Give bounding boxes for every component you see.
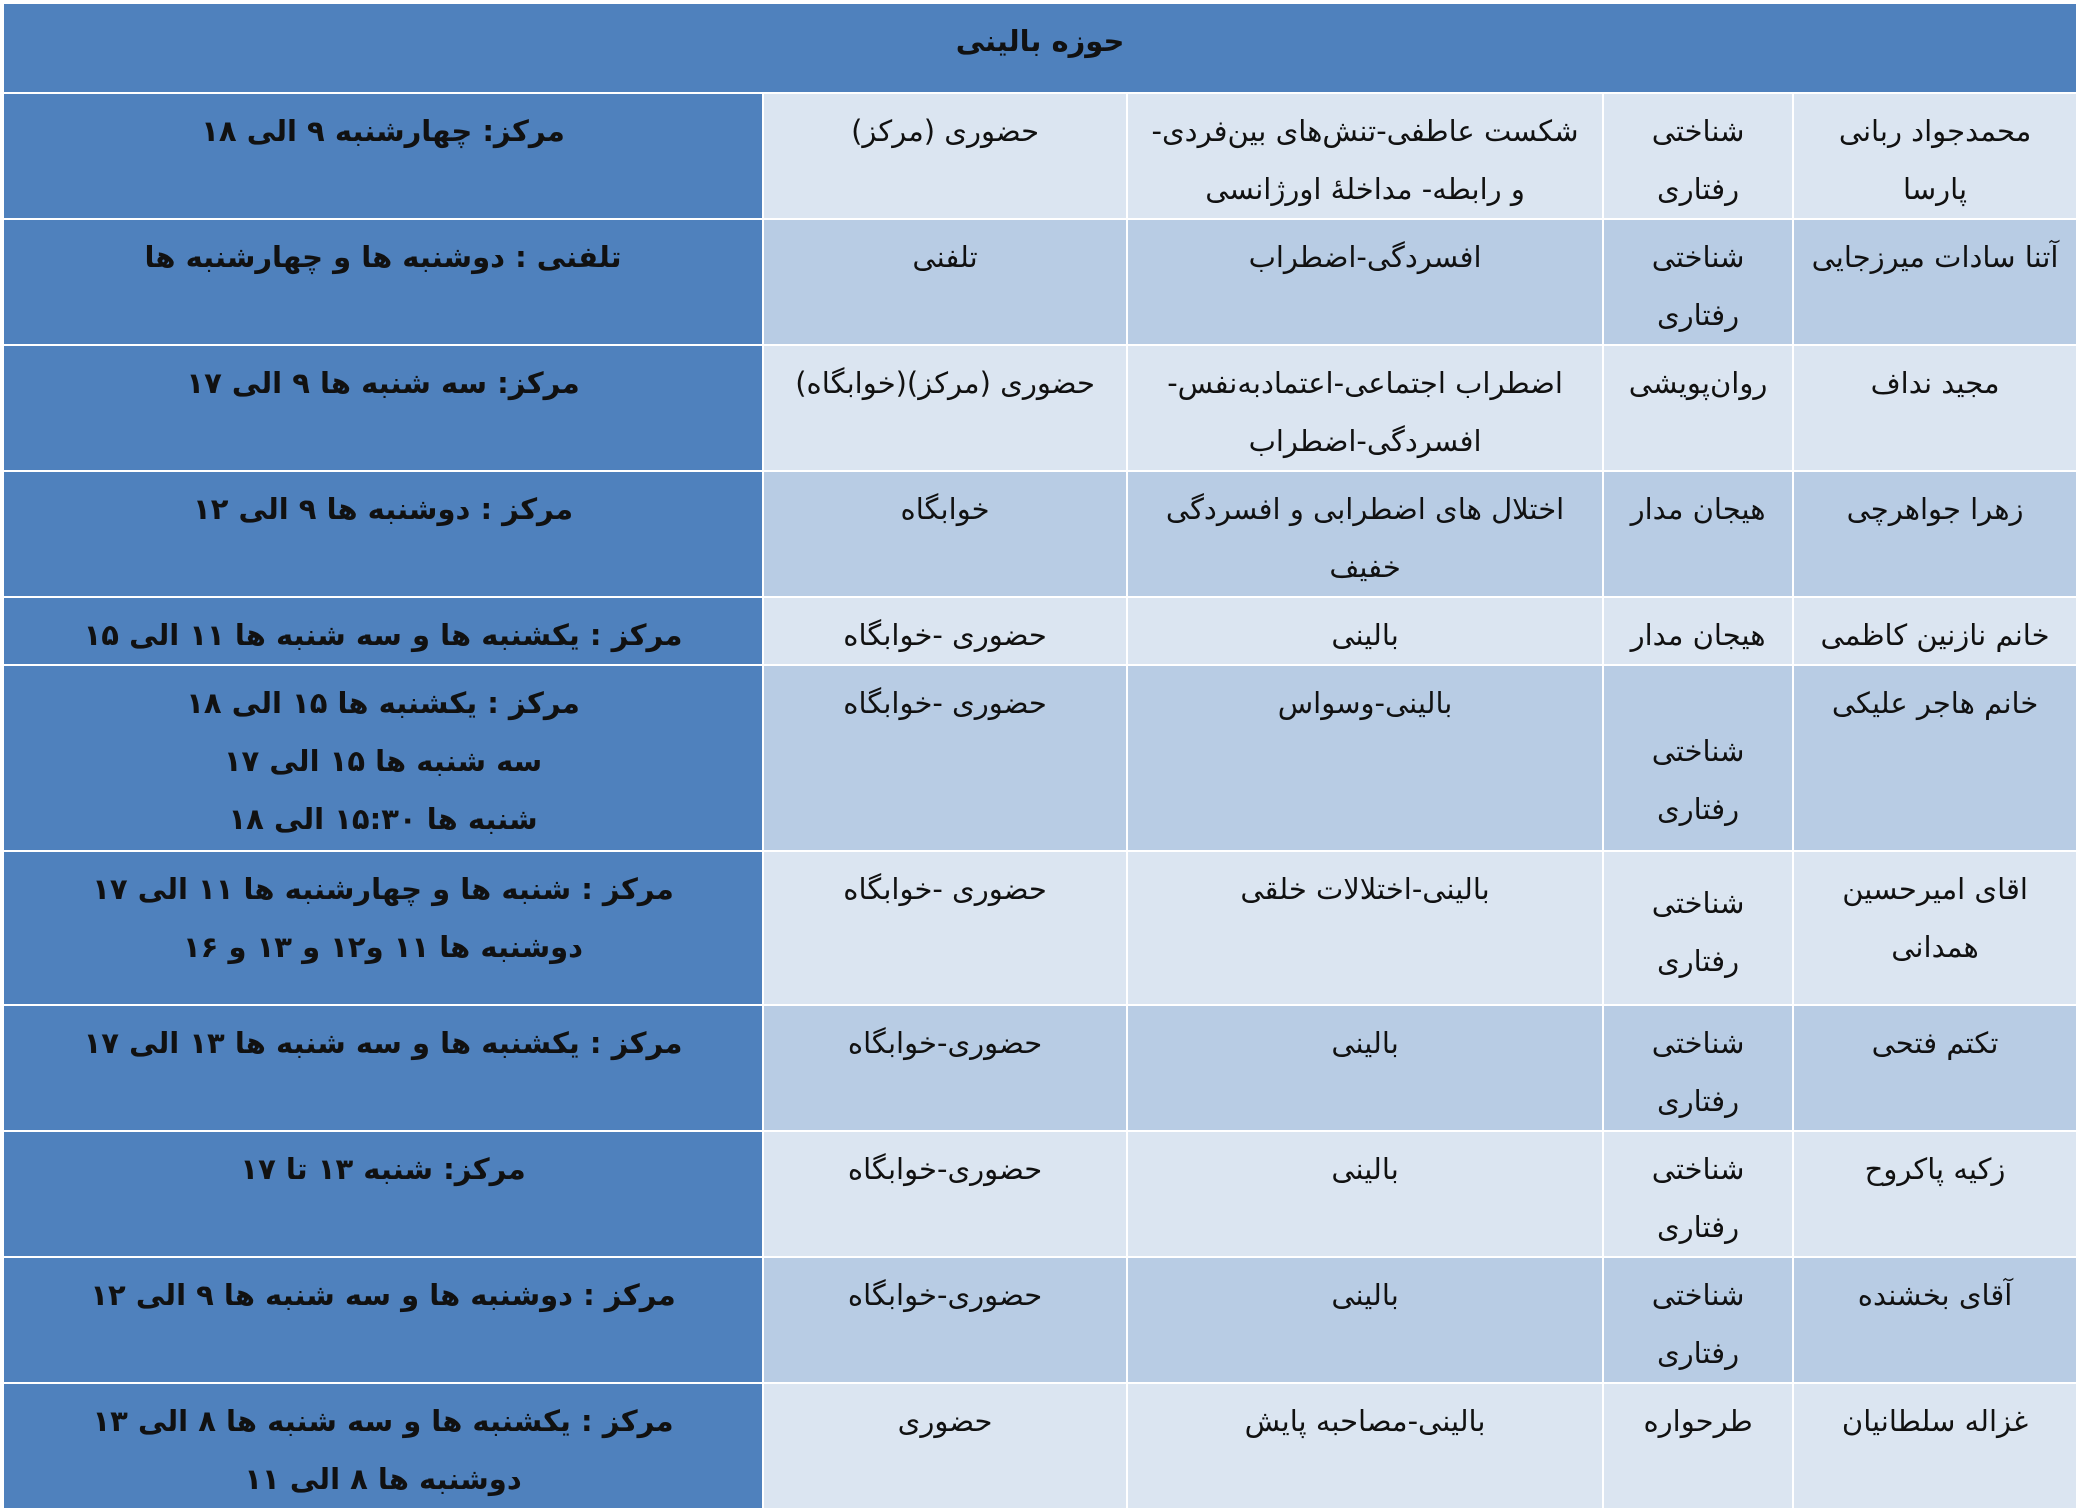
treatment-areas: بالینی (1127, 1131, 1603, 1257)
schedule-cell: مرکز: سه شنبه ها ۹ الی ۱۷ (3, 345, 763, 471)
treatment-areas: بالینی (1127, 1005, 1603, 1131)
therapy-approach: شناختی رفتاری (1603, 93, 1793, 219)
table-row (3, 471, 2077, 597)
therapy-approach: شناختی رفتاری (1603, 219, 1793, 345)
therapy-approach: طرحواره (1603, 1383, 1793, 1509)
therapy-approach: شناختی رفتاری (1603, 665, 1793, 851)
treatment-areas: اختلال های اضطرابی و افسردگی خفیف (1127, 471, 1603, 597)
table-row (3, 851, 2077, 1005)
therapy-approach: روان‌پویشی (1603, 345, 1793, 471)
therapist-name: آتنا سادات میرزجایی (1793, 219, 2077, 345)
schedule-cell: مرکز : دوشنبه ها و سه شنبه ها ۹ الی ۱۲ (3, 1257, 763, 1383)
treatment-areas: بالینی-اختلالات خلقی (1127, 851, 1603, 1005)
treatment-areas: بالینی-وسواس (1127, 665, 1603, 851)
session-mode: حضوری (مرکز) (763, 93, 1127, 219)
therapist-name: تکتم فتحی (1793, 1005, 2077, 1131)
therapist-name: غزاله سلطانیان (1793, 1383, 2077, 1509)
table-row (3, 345, 2077, 471)
treatment-areas: بالینی-مصاحبه پایش (1127, 1383, 1603, 1509)
table-title: حوزه بالینی (3, 3, 2077, 93)
schedule-cell: مرکز: چهارشنبه ۹ الی ۱۸ (3, 93, 763, 219)
session-mode: حضوری -خوابگاه (763, 665, 1127, 851)
therapy-approach: شناختی رفتاری (1603, 1131, 1793, 1257)
therapist-name: خانم هاجر علیکی (1793, 665, 2077, 851)
therapy-approach: هیجان مدار (1603, 471, 1793, 597)
table-row (3, 93, 2077, 219)
session-mode: تلفنی (763, 219, 1127, 345)
schedule-cell: تلفنی : دوشنبه ها و چهارشنبه ها (3, 219, 763, 345)
schedule-cell: مرکز : یکشنبه ها و سه شنبه ها ۱۳ الی ۱۷ (3, 1005, 763, 1131)
schedule-cell: مرکز : یکشنبه ها و سه شنبه ها ۱۱ الی ۱۵ (3, 597, 763, 665)
table-row (3, 597, 2077, 665)
schedule-cell: مرکز : دوشنبه ها ۹ الی ۱۲ (3, 471, 763, 597)
therapist-name: محمدجواد ربانی پارسا (1793, 93, 2077, 219)
clinical-schedule-sheet (2, 2, 2076, 1496)
therapy-approach: شناختی رفتاری (1603, 851, 1793, 1005)
treatment-areas: افسردگی-اضطراب (1127, 219, 1603, 345)
schedule-cell: مرکز: شنبه ۱۳ تا ۱۷ (3, 1131, 763, 1257)
treatment-areas: اضطراب اجتماعی-اعتمادبه‌نفس- افسردگی-اضطراب (1127, 345, 1603, 471)
session-mode: حضوری -خوابگاه (763, 851, 1127, 1005)
schedule-cell: مرکز : شنبه ها و چهارشنبه ها ۱۱ الی ۱۷ دوشنبه ها ۱۱ و۱۲ و ۱۳ و ۱۶ (3, 851, 763, 1005)
schedule-cell: مرکز : یکشنبه ها و سه شنبه ها ۸ الی ۱۳ دوشنبه ها ۸ الی ۱۱ (3, 1383, 763, 1509)
table-row (3, 1383, 2077, 1509)
table-row (3, 219, 2077, 345)
therapist-name: آقای بخشنده (1793, 1257, 2077, 1383)
session-mode: حضوری-خوابگاه (763, 1131, 1127, 1257)
session-mode: خوابگاه (763, 471, 1127, 597)
session-mode: حضوری-خوابگاه (763, 1257, 1127, 1383)
therapy-approach: هیجان مدار (1603, 597, 1793, 665)
treatment-areas: بالینی (1127, 597, 1603, 665)
table-row (3, 1131, 2077, 1257)
session-mode: حضوری-خوابگاه (763, 1005, 1127, 1131)
table-row (3, 665, 2077, 851)
session-mode: حضوری (763, 1383, 1127, 1509)
treatment-areas: بالینی (1127, 1257, 1603, 1383)
therapy-approach: شناختی رفتاری (1603, 1005, 1793, 1131)
schedule-cell: مرکز : یکشنبه ها ۱۵ الی ۱۸ سه شنبه ها ۱۵ الی ۱۷ شنبه ها ۱۵:۳۰ الی ۱۸ (3, 665, 763, 851)
table-row (3, 1257, 2077, 1383)
session-mode: حضوری (مرکز)(خوابگاه) (763, 345, 1127, 471)
therapist-name: زهرا جواهرچی (1793, 471, 2077, 597)
therapist-name: اقای امیرحسین همدانی (1793, 851, 2077, 1005)
session-mode: حضوری -خوابگاه (763, 597, 1127, 665)
therapist-name: مجید نداف (1793, 345, 2077, 471)
table-row (3, 1005, 2077, 1131)
treatment-areas: شکست عاطفی-تنش‌های بین‌فردی- و رابطه- مداخلهٔ اورژانسی (1127, 93, 1603, 219)
therapist-name: خانم نازنین کاظمی (1793, 597, 2077, 665)
therapy-approach: شناختی رفتاری (1603, 1257, 1793, 1383)
clinical-schedule-table (2, 2, 2078, 1510)
therapist-name: زکیه پاکروح (1793, 1131, 2077, 1257)
